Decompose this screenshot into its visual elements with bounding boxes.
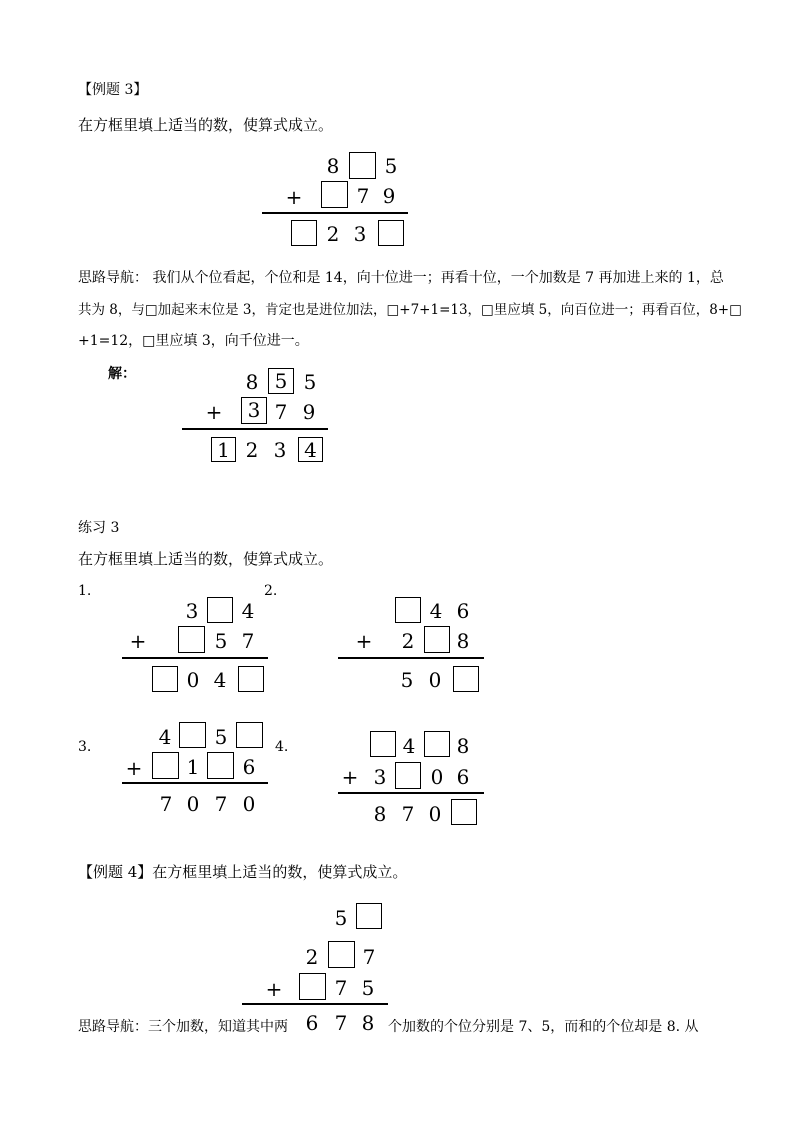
example3-hint <box>78 268 724 288</box>
p1-digit: 4 <box>241 599 255 623</box>
example3-hint-line2: 共为 8，与□加起来末位是 3，肯定也是进位加法，□+7+1=13，□里应填 5，向百位进一；再看百位，8+□ <box>78 302 742 318</box>
p3-digit: 6 <box>242 755 256 779</box>
example4-hint-cont: 个加数的个位分别是 7、5，而和的个位却是 8. 从 <box>388 1019 699 1035</box>
sol-filled-box: 5 <box>268 368 294 394</box>
p4-digit: 4 <box>402 734 416 758</box>
ex4-plus-sign: + <box>265 977 283 1001</box>
ex4-digit: 7 <box>334 1011 348 1035</box>
hint-text: 三个加数，知道其中两 <box>148 1019 288 1035</box>
p4-digit: 7 <box>401 802 415 826</box>
hint-label: 思路导航： <box>78 270 148 286</box>
p1-plus-sign: + <box>129 629 147 653</box>
p2-blank-box[interactable] <box>424 626 450 653</box>
p4-digit: 8 <box>456 734 470 758</box>
p1-blank-box[interactable] <box>178 626 205 653</box>
sol-plus-sign: + <box>205 400 223 424</box>
p2-blank-box[interactable] <box>395 597 421 623</box>
p4-blank-box[interactable] <box>451 799 477 825</box>
ex3-digit: 2 <box>326 222 340 246</box>
p1-blank-box[interactable] <box>152 666 178 692</box>
problem-number: 3. <box>78 739 92 755</box>
sol-digit: 7 <box>274 400 288 424</box>
ex4-digit: 2 <box>305 945 319 969</box>
ex3-plus-sign: + <box>285 185 303 209</box>
sol-digit: 2 <box>245 438 259 462</box>
ex3-digit: 9 <box>382 184 396 208</box>
problem-number: 4. <box>275 739 289 755</box>
ex4-blank-box[interactable] <box>299 973 326 1000</box>
p3-sum-line <box>122 782 268 784</box>
ex3-blank-box[interactable] <box>321 181 348 208</box>
p2-digit: 4 <box>429 599 443 623</box>
p3-blank-box[interactable] <box>236 722 263 748</box>
ex3-blank-box[interactable] <box>378 220 404 246</box>
p1-digit: 5 <box>214 629 228 653</box>
p3-blank-box[interactable] <box>179 722 206 748</box>
p3-digit: 1 <box>186 755 200 779</box>
p1-blank-box[interactable] <box>207 597 233 623</box>
p2-digit: 0 <box>428 668 442 692</box>
p4-blank-box[interactable] <box>424 731 450 757</box>
p4-digit: 6 <box>456 765 470 789</box>
ex3-sum-line <box>262 212 408 214</box>
ex3-digit: 8 <box>326 154 340 178</box>
ex4-digit: 8 <box>361 1011 375 1035</box>
p3-blank-box[interactable] <box>152 752 179 779</box>
sol-digit: 9 <box>302 400 316 424</box>
ex4-digit: 7 <box>362 945 376 969</box>
example4-title: 【例题 4】在方框里填上适当的数，使算式成立。 <box>78 863 408 881</box>
ex4-digit: 6 <box>305 1011 319 1035</box>
p1-digit: 4 <box>213 668 227 692</box>
p3-plus-sign: + <box>125 756 143 780</box>
p2-plus-sign: + <box>355 629 373 653</box>
p4-blank-box[interactable] <box>395 762 421 789</box>
hint-label: 思路导航： <box>78 1019 148 1035</box>
p1-digit: 7 <box>241 629 255 653</box>
ex3-digit: 3 <box>353 222 367 246</box>
ex4-digit: 5 <box>334 906 348 930</box>
ex3-blank-box[interactable] <box>349 152 376 179</box>
practice3-instruction: 在方框里填上适当的数，使算式成立。 <box>78 550 334 568</box>
p2-digit: 6 <box>456 599 470 623</box>
example3-title: 【例题 3】 <box>78 82 148 98</box>
p1-sum-line <box>122 657 268 659</box>
p3-digit: 4 <box>158 725 172 749</box>
ex4-digit: 7 <box>334 976 348 1000</box>
p3-digit: 0 <box>242 792 256 816</box>
p2-sum-line <box>338 657 484 659</box>
solution-label: 解： <box>108 366 136 382</box>
problem-number: 1. <box>78 583 92 599</box>
p4-blank-box[interactable] <box>370 731 396 757</box>
sol-filled-box: 3 <box>241 397 267 424</box>
p3-digit: 7 <box>159 792 173 816</box>
ex4-digit: 5 <box>361 976 375 1000</box>
p3-digit: 5 <box>214 725 228 749</box>
ex3-digit: 5 <box>384 154 398 178</box>
sol-digit: 8 <box>245 370 259 394</box>
sol-digit: 5 <box>303 370 317 394</box>
sol-filled-box: 4 <box>298 437 323 462</box>
p2-digit: 8 <box>456 629 470 653</box>
p2-blank-box[interactable] <box>453 666 479 692</box>
ex3-blank-box[interactable] <box>291 220 317 246</box>
p3-digit: 7 <box>214 792 228 816</box>
p1-digit: 0 <box>186 668 200 692</box>
p4-plus-sign: + <box>341 765 359 789</box>
p2-digit: 5 <box>400 668 414 692</box>
sol-filled-box: 1 <box>211 437 236 462</box>
ex4-sum-line <box>242 1003 388 1005</box>
p3-blank-box[interactable] <box>207 752 234 779</box>
p4-digit: 8 <box>373 802 387 826</box>
p1-blank-box[interactable] <box>238 666 264 692</box>
p1-digit: 3 <box>185 599 199 623</box>
ex4-blank-box[interactable] <box>328 941 355 968</box>
example4-hint <box>78 1017 288 1037</box>
p4-digit: 3 <box>373 765 387 789</box>
p4-digit: 0 <box>428 802 442 826</box>
p2-digit: 2 <box>401 629 415 653</box>
sol-digit: 3 <box>273 438 287 462</box>
ex3-digit: 7 <box>356 184 370 208</box>
problem-number: 2. <box>264 583 278 599</box>
hint-text: 我们从个位看起，个位和是 14，向十位进一；再看十位，一个加数是 7 再加进上来的 1，总 <box>152 270 724 286</box>
example3-instruction: 在方框里填上适当的数，使算式成立。 <box>78 116 334 134</box>
p3-digit: 0 <box>186 792 200 816</box>
ex4-blank-box[interactable] <box>356 903 382 929</box>
practice3-title: 练习 3 <box>78 520 120 536</box>
p4-digit: 0 <box>430 765 444 789</box>
sol-sum-line <box>182 428 328 430</box>
p4-sum-line <box>338 792 484 794</box>
example3-hint-line3: +1=12，□里应填 3，向千位进一。 <box>78 333 309 349</box>
